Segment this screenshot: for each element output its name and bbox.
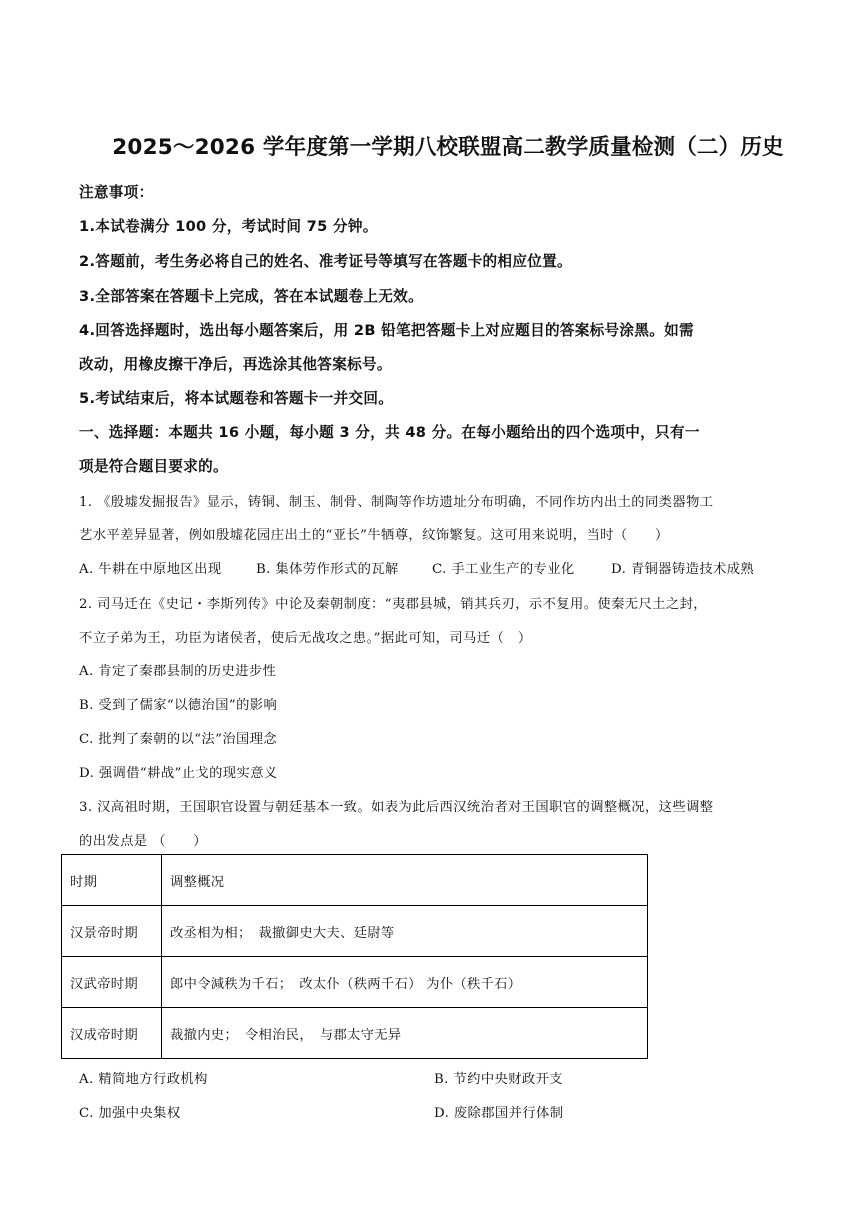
note-item: 3.全部答案在答题卡上完成，答在本试题卷上无效。 [79, 288, 423, 305]
q3-stem-line1: 3. 汉高祖时期，王国职官设置与朝廷基本一致。如表为此后西汉统治者对王国职官的调整概况，这些调整 [79, 800, 714, 815]
table-row [62, 957, 648, 1008]
note-item: 2.答题前，考生务必将自己的姓名、准考证号等填写在答题卡的相应位置。 [79, 253, 572, 270]
q2-option-d: D. 强调借“耕战”止戈的现实意义 [79, 766, 278, 781]
q3-option-c: C. 加强中央集权 [79, 1106, 181, 1121]
section-heading-line1: 一、选择题：本题共 16 小题，每小题 3 分，共 48 分。在每小题给出的四个选项中，只有一 [79, 424, 700, 441]
q1-stem-line2: 艺水平差异显著，例如殷墟花园庄出土的“亚长”牛牺尊，纹饰繁复。这可用来说明，当时（ ） [79, 528, 669, 543]
q1-option-c: C. 手工业生产的专业化 [432, 562, 575, 577]
q1-option-d: D. 青铜器铸造技术成熟 [611, 562, 755, 577]
table-cell: 汉武帝时期 [62, 957, 162, 1008]
table-cell: 郎中令減秩为千石； 改太仆（秩两千石） 为仆（秩千石） [162, 957, 648, 1008]
q3-option-a: A. 精简地方行政机构 [79, 1072, 208, 1087]
q3-adjustment-table [61, 854, 648, 1059]
note-item: 5.考试结束后，将本试题卷和答题卡一并交回。 [79, 390, 394, 407]
q2-option-b: B. 受到了儒家“以德治国”的影响 [79, 698, 278, 713]
table-row [62, 1008, 648, 1059]
table-header-cell: 时期 [62, 855, 162, 906]
table-cell: 汉景帝时期 [62, 906, 162, 957]
q1-option-a: A. 牛耕在中原地区出现 [79, 562, 222, 577]
q1-stem-line1: 1. 《殷墟发掘报告》显示，铸铜、制玉、制骨、制陶等作坊遗址分布明确，不同作坊内出土的同类器物工 [79, 495, 714, 510]
q3-option-d: D. 废除郡国并行体制 [434, 1106, 564, 1121]
q1-option-b: B. 集体劳作形式的瓦解 [256, 562, 399, 577]
exam-title: 2025～2026 学年度第一学期八校联盟高二教学质量检测（二）历史 [112, 135, 784, 160]
q2-option-a: A. 肯定了秦郡县制的历史进步性 [79, 664, 277, 679]
note-item: 4.回答选择题时，选出每小题答案后，用 2B 铅笔把答题卡上对应题目的答案标号涂黑。如需 [79, 322, 694, 339]
table-row [62, 906, 648, 957]
table-cell: 改丞相为相； 裁撤御史大夫、廷尉等 [162, 906, 648, 957]
section-heading-line2: 项是符合题目要求的。 [79, 458, 228, 475]
q3-option-b: B. 节约中央财政开支 [434, 1072, 563, 1087]
q2-stem-line1: 2. 司马迁在《史记・李斯列传》中论及秦朝制度：“夷郡县城，销其兵刃，示不复用。使秦无尺土之封， [79, 597, 707, 612]
q2-option-c: C. 批判了秦朝的以“法”治国理念 [79, 732, 278, 747]
q2-stem-line2: 不立子弟为王，功臣为诸侯者，使后无战攻之患。”据此可知，司马迁（ ） [79, 631, 532, 646]
notes-heading: 注意事项： [79, 184, 154, 201]
q3-stem-line2: 的出发点是 （ ） [79, 834, 207, 849]
table-header-row [62, 855, 648, 906]
note-item: 1.本试卷满分 100 分，考试时间 75 分钟。 [79, 218, 378, 235]
note-item: 改动，用橡皮擦干净后，再选涂其他答案标号。 [79, 356, 392, 373]
table-header-cell: 调整概况 [162, 855, 648, 906]
table-cell: 汉成帝时期 [62, 1008, 162, 1059]
table-cell: 裁撤内史； 令相治民， 与郡太守无异 [162, 1008, 648, 1059]
